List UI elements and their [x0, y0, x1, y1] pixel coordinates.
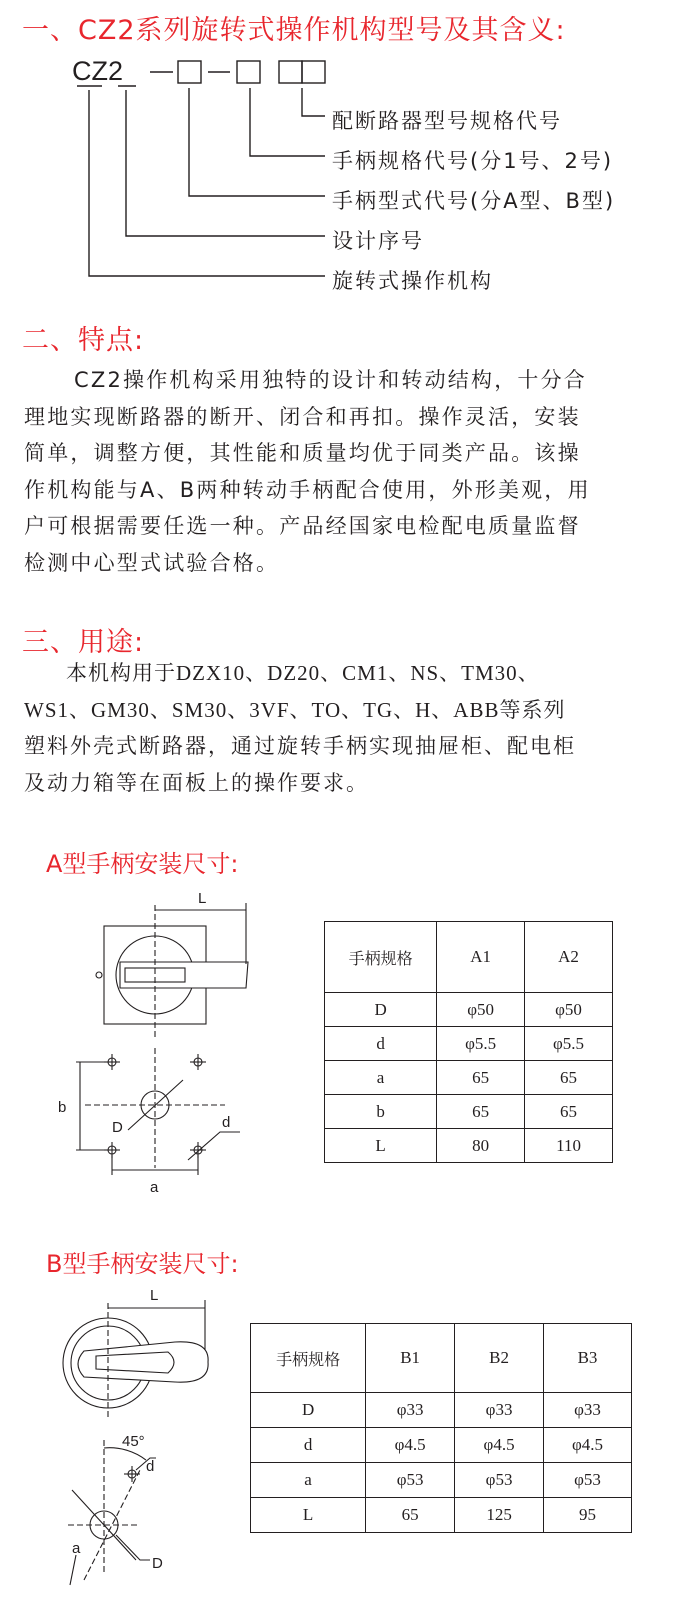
section2-heading: 二、特点: — [22, 325, 145, 356]
table-cell: φ5.5 — [437, 1027, 525, 1061]
table-cell: d — [251, 1428, 366, 1463]
table-header-cell: 手柄规格 — [325, 922, 437, 993]
table-cell: 95 — [544, 1498, 632, 1533]
legend-rotary-mechanism: 旋转式操作机构 — [332, 269, 493, 293]
typeA-label-d: d — [222, 1114, 231, 1131]
table-cell: 65 — [437, 1061, 525, 1095]
table-cell: D — [251, 1393, 366, 1428]
table-header-cell: 手柄规格 — [251, 1324, 366, 1393]
table-cell: φ33 — [455, 1393, 544, 1428]
typeB-spec-table — [250, 1323, 632, 1533]
table-cell: L — [325, 1129, 437, 1163]
table-row — [251, 1428, 632, 1463]
table-header-cell: A1 — [437, 922, 525, 993]
typeB-heading: B型手柄安装尺寸: — [46, 1250, 239, 1278]
typeB-label-D: D — [152, 1555, 163, 1572]
table-header-cell: B1 — [366, 1324, 455, 1393]
features-line: CZ2操作机构采用独特的设计和转动结构，十分合 — [74, 368, 588, 392]
legend-handle-type: 手柄型式代号(分A型、B型) — [332, 189, 616, 213]
features-line: 理地实现断路器的断开、闭合和再扣。操作灵活，安装 — [24, 404, 581, 429]
table-cell: 65 — [437, 1095, 525, 1129]
table-cell: φ50 — [437, 993, 525, 1027]
table-cell: a — [251, 1463, 366, 1498]
usage-line: 塑料外壳式断路器，通过旋转手柄实现抽屉柜、配电柜 — [24, 734, 576, 758]
table-row — [251, 1463, 632, 1498]
table-cell: 65 — [525, 1095, 613, 1129]
table-cell: 65 — [366, 1498, 455, 1533]
table-header-cell: B3 — [544, 1324, 632, 1393]
table-row — [251, 1393, 632, 1428]
table-cell: 65 — [525, 1061, 613, 1095]
table-row — [251, 1498, 632, 1533]
typeA-label-b: b — [58, 1099, 67, 1116]
table-header-cell: A2 — [525, 922, 613, 993]
section3-heading: 三、用途: — [22, 627, 145, 658]
features-line: 户可根据需要任选一种。产品经国家电检配电质量监督 — [24, 514, 581, 538]
table-cell: φ5.5 — [525, 1027, 613, 1061]
table-cell: a — [325, 1061, 437, 1095]
legend-handle-size: 手柄规格代号(分1号、2号) — [332, 149, 614, 173]
table-cell: φ53 — [366, 1463, 455, 1498]
model-code-prefix: CZ2 — [72, 56, 124, 86]
features-line: 简单，调整方便，其性能和质量均优于同类产品。该操 — [24, 441, 581, 465]
section1-heading: 一、CZ2系列旋转式操作机构型号及其含义: — [22, 15, 566, 46]
legend-design-no: 设计序号 — [332, 229, 424, 253]
table-cell: d — [325, 1027, 437, 1061]
typeA-label-a: a — [150, 1179, 159, 1196]
features-line: 检测中心型式试验合格。 — [24, 550, 280, 575]
table-header-cell: B2 — [455, 1324, 544, 1393]
usage-line: 本机构用于DZX10、DZ20、CM1、NS、TM30、 — [66, 661, 540, 685]
table-cell: 110 — [525, 1129, 613, 1163]
table-header-row — [251, 1324, 632, 1393]
typeB-label-a: a — [72, 1540, 81, 1557]
typeB-label-L: L — [150, 1287, 159, 1304]
table-cell: D — [325, 993, 437, 1027]
typeA-heading: A型手柄安装尺寸: — [46, 850, 239, 878]
table-cell: φ4.5 — [366, 1428, 455, 1463]
table-cell: φ4.5 — [544, 1428, 632, 1463]
legend-breaker-spec: 配断路器型号规格代号 — [332, 109, 562, 133]
typeA-label-D: D — [112, 1119, 123, 1136]
table-cell: L — [251, 1498, 366, 1533]
usage-line: 及动力箱等在面板上的操作要求。 — [24, 770, 369, 795]
table-cell: φ33 — [544, 1393, 632, 1428]
table-cell: b — [325, 1095, 437, 1129]
table-cell: 125 — [455, 1498, 544, 1533]
table-cell: φ53 — [455, 1463, 544, 1498]
features-line: 作机构能与A、B两种转动手柄配合使用，外形美观，用 — [24, 477, 591, 502]
typeA-label-L: L — [198, 890, 207, 907]
typeB-label-angle: 45° — [122, 1433, 145, 1450]
table-cell: φ4.5 — [455, 1428, 544, 1463]
table-cell: φ53 — [544, 1463, 632, 1498]
typeB-label-d: d — [146, 1458, 155, 1475]
usage-line: WS1、GM30、SM30、3VF、TO、TG、H、ABB等系列 — [24, 697, 566, 722]
table-cell: φ33 — [366, 1393, 455, 1428]
table-cell: φ50 — [525, 993, 613, 1027]
table-cell: 80 — [437, 1129, 525, 1163]
